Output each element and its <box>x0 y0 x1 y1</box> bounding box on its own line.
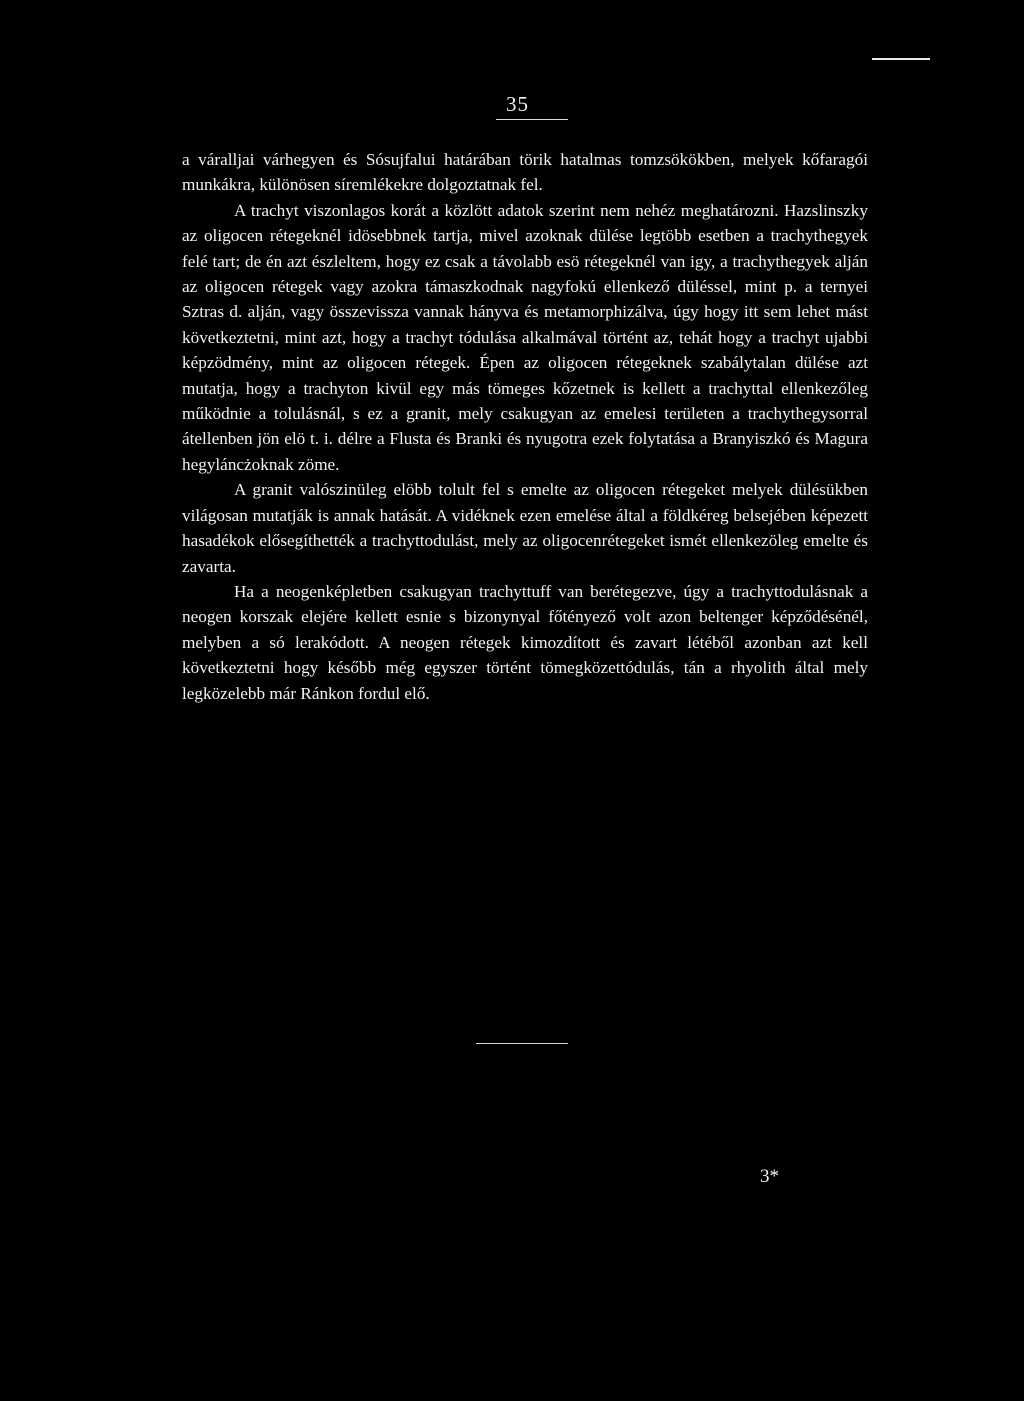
top-corner-rule <box>872 58 930 60</box>
page-number: 35 <box>506 92 529 116</box>
paragraph-neogen: Ha a neogenképletben csakugyan trachyttuff van berétegezve, úgy a trachyttodulásnak a neogen korszak elejére kellett esnie s bizonynyal főtényező volt azon beltenger képződésénél, melyben a só lerakódott. A neogen rétegek kimozdított és zavart létéből azonban azt kell következtetni hogy később még egyszer történt tömegközettódulás, tán a rhyolith által mely legközelebb már Ránkon fordul elő. <box>182 581 868 703</box>
printer-signature-mark: 3* <box>760 1166 779 1187</box>
end-of-text-rule <box>476 1043 568 1044</box>
paragraph-granit: A granit valószinüleg elöbb tolult fel s emelte az oligocen rétegeket melyek dülésükben világosan mutatják is annak hatását. A vidéknek ezen emelése által a földkéreg belsejében képezett hasadékok elősegíthették a trachyttodulást, mely az oligocenrétegeket ismét ellenkezöleg emelte és zavarta. <box>182 480 868 576</box>
paragraph-continuation: a váralljai várhegyen és Sósujfalui határában törik hatalmas tomzsökökben, melyek kőfaragói munkákra, különösen síremlékekre dolgoztatnak fel. <box>182 150 868 195</box>
page-number-underline <box>496 119 568 120</box>
body-text <box>182 147 868 706</box>
paragraph-trachyt-age: A trachyt viszonlagos korát a közlött adatok szerint nem nehéz meghatározni. Hazslinszky az oligocen rétegeknél idösebbnek tartja, mivel azoknak dülése legtöbb esetben a trachythegyek felé tart; de én azt észleltem, hogy ez csak a távolabb esö rétegeknél van igy, a trachythegyek alján az oligocen rétegek vagy azokra támaszkodnak nagyfokú ellenkező düléssel, mint p. a ternyei Sztras d. alján, vagy összevissza vannak hányva és metamorphizálva, úgy hogy itt sem lehet mást következtetni, mint azt, hogy a trachyt tódulása alkalmával történt az, tehát hogy a trachyt ujabbi képzödmény, mint az oligocen rétegek. Épen az oligocen rétegeknek szabálytalan dülése azt mutatja, hogy a trachyton kivül egy más tömeges kőzetnek is kellett a trachyttal ellenkezőleg működnie a tolulásnál, s ez a granit, mely csakugyan az emelesi területen a trachythegysorral átellenben jön elö t. i. délre a Flusta és Branki és nyugotra ezek folytatása a Branyiszkó és Magura hegyláncżoknak zöme. <box>182 200 868 474</box>
